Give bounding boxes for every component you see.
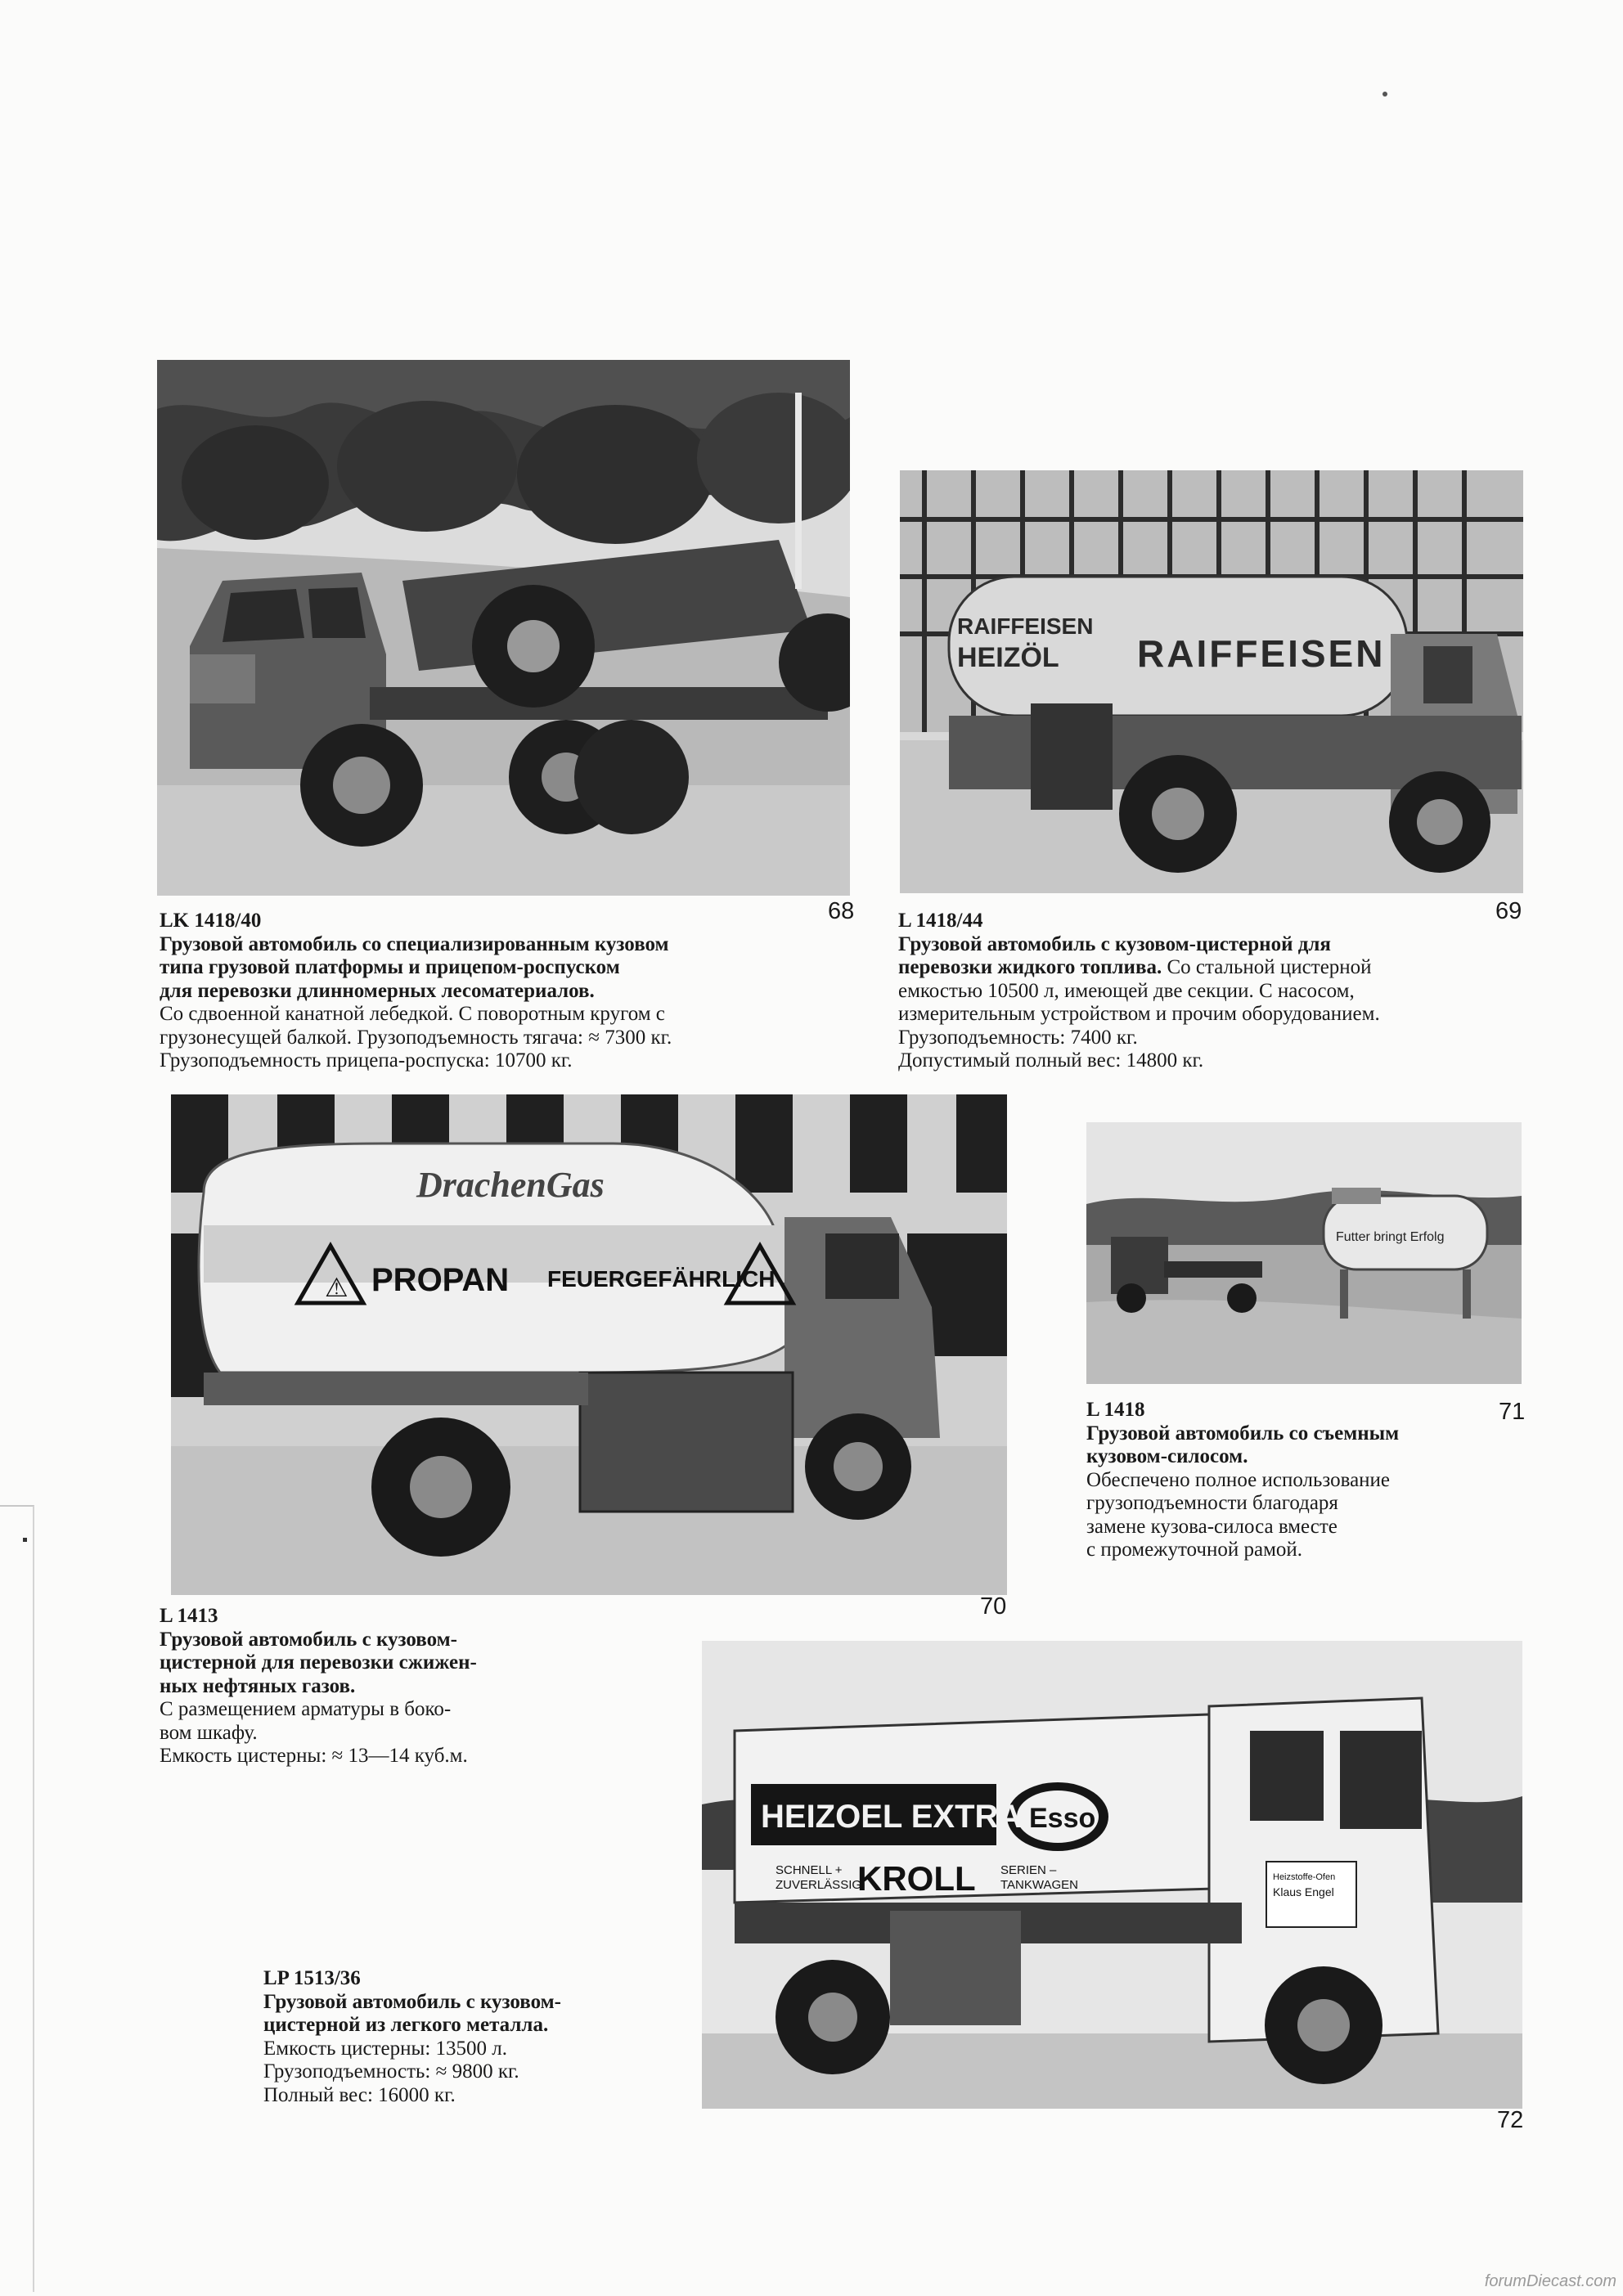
- tank-label-raiffeisen-rear: RAIFFEISEN: [957, 613, 1094, 639]
- tank-small-right-2: TANKWAGEN: [1000, 1878, 1079, 1892]
- door-line-1: Heizstoffe-Ofen: [1273, 1872, 1336, 1882]
- caption-69-mixed-line: [898, 956, 1380, 980]
- watermark: forumDiecast.com: [1484, 2272, 1616, 2290]
- caption-70-bold-1: Грузовой автомобиль с кузовом-: [160, 1628, 458, 1651]
- figure-number-71: 71: [1499, 1399, 1526, 1425]
- tank-label-feuergefaehrlich: FEUERGEFÄHRLICH: [547, 1266, 776, 1292]
- caption-71: [1086, 1399, 1399, 1562]
- caption-71-bold-2: кузовом-силосом.: [1086, 1445, 1248, 1467]
- caption-69: [898, 910, 1380, 1073]
- caption-69-bold-1: Грузовой автомобиль с кузовом-цистерной для: [898, 932, 1331, 955]
- caption-71-model: L 1418: [1086, 1399, 1145, 1421]
- caption-69-line-2: измерительным устройством и прочим оборудованием.: [898, 1003, 1380, 1025]
- tank-label-propan: PROPAN: [371, 1262, 510, 1298]
- caption-72-line-2: Грузоподъемность: ≈ 9800 кг.: [263, 2060, 519, 2083]
- caption-70-line-1: С размещением арматуры в боко-: [160, 1698, 452, 1720]
- figure-number-68: 68: [828, 898, 855, 924]
- tank-label-heizoel-extra: HEIZOEL EXTRA: [761, 1799, 1023, 1835]
- tank-small-left-2: ZUVERLÄSSIG: [776, 1878, 862, 1892]
- tank-brand-drachengas: DrachenGas: [416, 1165, 605, 1205]
- caption-70: [160, 1605, 477, 1768]
- caption-68-line-1: Со сдвоенной канатной лебедкой. С поворотным кругом с: [160, 1003, 665, 1025]
- tank-label-heizol: HEIZÖL: [957, 642, 1059, 673]
- caption-70-model: L 1413: [160, 1605, 218, 1627]
- caption-68-bold-2: типа грузовой платформы и прицепом-роспуском: [160, 956, 620, 978]
- caption-71-line-1: Обеспечено полное использование: [1086, 1468, 1391, 1491]
- scan-dot: [23, 1538, 27, 1542]
- caption-71-line-2: грузоподъемности благодаря: [1086, 1492, 1338, 1514]
- caption-72: [263, 1967, 561, 2107]
- caption-69-mixed-normal: Со стальной цистерной: [1162, 956, 1372, 978]
- caption-70-bold-2: цистерной для перевозки сжижен-: [160, 1651, 477, 1674]
- caption-72-line-3: Полный вес: 16000 кг.: [263, 2083, 456, 2106]
- caption-72-bold-2: цистерной из легкого металла.: [263, 2014, 549, 2036]
- caption-69-bold-2: перевозки жидкого топлива.: [898, 956, 1162, 978]
- figure-number-69: 69: [1495, 898, 1522, 924]
- caption-68-line-2: грузонесущей балкой. Грузоподъемность тягача: ≈ 7300 кг.: [160, 1026, 672, 1049]
- tank-small-right-1: SERIEN –: [1000, 1863, 1057, 1877]
- esso-logo: Esso: [1029, 1803, 1096, 1834]
- caption-69-line-1: емкостью 10500 л, имеющей две секции. С насосом,: [898, 979, 1355, 1002]
- caption-71-line-3: замене кузова-силоса вместе: [1086, 1515, 1338, 1538]
- caption-68-line-3: Грузоподъемность прицепа-роспуска: 10700 кг.: [160, 1049, 573, 1072]
- caption-68: [160, 910, 672, 1073]
- caption-70-line-2: вом шкафу.: [160, 1721, 258, 1744]
- photo-69-raiffeisen-tanker: [900, 470, 1523, 893]
- silo-label: Futter bringt Erfolg: [1336, 1230, 1445, 1244]
- caption-68-bold-1: Грузовой автомобиль со специализированным кузовом: [160, 932, 669, 955]
- caption-71-line-4: с промежуточной рамой.: [1086, 1539, 1303, 1561]
- tank-label-raiffeisen: RAIFFEISEN: [1137, 632, 1386, 675]
- door-line-2: Klaus Engel: [1273, 1885, 1334, 1898]
- caption-71-bold-1: Грузовой автомобиль со съемным: [1086, 1422, 1400, 1445]
- caption-69-model: L 1418/44: [898, 910, 983, 932]
- photo-68-timber-truck: [157, 360, 850, 896]
- photo-71-silo-truck: [1086, 1122, 1522, 1384]
- figure-number-70: 70: [980, 1593, 1007, 1620]
- caption-72-model: LP 1513/36: [263, 1967, 361, 1989]
- figure-number-72: 72: [1497, 2107, 1524, 2133]
- tank-small-left-1: SCHNELL +: [776, 1863, 843, 1877]
- scan-edge-shadow: [0, 1505, 34, 2292]
- svg-text:⚠: ⚠: [325, 1273, 348, 1302]
- photo-72-esso-tanker: [702, 1641, 1522, 2109]
- caption-69-line-3: Грузоподъемность: 7400 кг.: [898, 1026, 1138, 1049]
- photo-70-propan-tanker: [171, 1094, 1007, 1595]
- scan-speck: [1382, 92, 1387, 97]
- caption-68-model: LK 1418/40: [160, 910, 262, 932]
- caption-70-line-3: Емкость цистерны: ≈ 13—14 куб.м.: [160, 1745, 468, 1767]
- caption-69-line-4: Допустимый полный вес: 14800 кг.: [898, 1049, 1204, 1072]
- caption-70-bold-3: ных нефтяных газов.: [160, 1674, 356, 1697]
- caption-68-bold-3: для перевозки длинномерных лесоматериалов.: [160, 979, 595, 1002]
- caption-72-bold-1: Грузовой автомобиль с кузовом-: [263, 1990, 562, 2013]
- caption-72-line-1: Емкость цистерны: 13500 л.: [263, 2037, 507, 2060]
- tank-label-kroll: KROLL: [857, 1859, 976, 1898]
